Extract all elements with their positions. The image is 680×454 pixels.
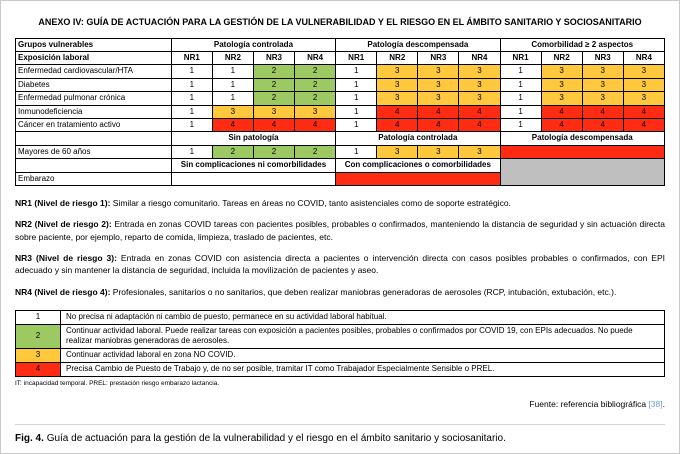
risk-cell: 3 — [418, 78, 459, 91]
risk-cell: 3 — [582, 92, 623, 105]
nr-definition: NR4 (Nivel de riesgo 4): Profesionales, sanitarios o no sanitarios, que deben realizar maniobras generadoras de aerosoles (RCP, intubación, extubación, etc.). — [15, 286, 617, 297]
nr-definition: NR2 (Nivel de riesgo 2): Entrada en zonas COVID tareas con pacientes posibles, probables o confirmados, manteniendo la distancia de seguridad y sin actuación directa sobre paciente, por ejemplo, reparto de comida, limpieza, traslado de pacientes, etc. — [15, 219, 665, 242]
age-subheader: Sin patología — [171, 132, 335, 145]
matrix-row — [16, 105, 665, 118]
risk-cell: 1 — [500, 119, 541, 132]
risk-cell: 4 — [377, 105, 418, 118]
risk-cell: 1 — [212, 92, 253, 105]
figure-caption — [15, 432, 665, 445]
risk-cell: 3 — [418, 92, 459, 105]
risk-cell: 2 — [253, 78, 294, 91]
legend-text: Continuar actividad laboral. Puede realizar tareas con exposición a pacientes posibles, probables o confirmados por COVID 19, con EPIs adecuados. No puede realizar maniobras generadoras de aerosoles. — [61, 324, 665, 349]
risk-cell: 3 — [541, 78, 582, 91]
nr-header: NR2 — [212, 52, 253, 65]
empty-cell — [16, 132, 172, 145]
risk-cell: 4 — [541, 119, 582, 132]
risk-cell: 4 — [582, 105, 623, 118]
risk-cell: 1 — [500, 105, 541, 118]
legend-row — [16, 363, 665, 377]
source-suffix: . — [662, 398, 665, 409]
pregnancy-subheader: Con complicaciones o comorbilidades — [336, 159, 500, 172]
legend-text: Continuar actividad laboral en zona NO COVID. — [61, 349, 665, 363]
risk-cell: 3 — [377, 92, 418, 105]
risk-cell: 1 — [336, 145, 377, 158]
age-subheader: Patología descompensada — [500, 132, 664, 145]
row-label: Cáncer en tratamiento activo — [16, 119, 172, 132]
risk-cell: 4 — [623, 119, 664, 132]
caption-text: Guía de actuación para la gestión de la vulnerabilidad y el riesgo en el ámbito sanitario y sociosanitario. — [46, 433, 506, 444]
risk-cell: 1 — [500, 78, 541, 91]
nr-term: NR2 (Nivel de riesgo 2): — [15, 219, 112, 230]
risk-cell: 1 — [336, 78, 377, 91]
legend-value: 4 — [16, 363, 61, 377]
matrix-row — [16, 78, 665, 91]
risk-cell: 3 — [459, 65, 500, 78]
risk-cell: 2 — [295, 92, 336, 105]
caption-divider — [15, 424, 665, 447]
caption-label: Fig. 4. — [15, 433, 44, 444]
matrix-row — [16, 119, 665, 132]
legend-row — [16, 324, 665, 349]
nr-header: NR4 — [623, 52, 664, 65]
risk-cell: 1 — [171, 92, 212, 105]
nr-header: NR2 — [377, 52, 418, 65]
legend-value: 1 — [16, 310, 61, 324]
risk-cell: 3 — [377, 78, 418, 91]
reference-link[interactable]: [38] — [648, 398, 663, 409]
risk-cell: 3 — [295, 105, 336, 118]
nr-header: NR3 — [418, 52, 459, 65]
risk-cell: 1 — [171, 78, 212, 91]
nr-term: NR1 (Nivel de riesgo 1): — [15, 197, 111, 208]
source-prefix: Fuente: referencia bibliográfica — [529, 398, 649, 409]
risk-cell: 2 — [253, 65, 294, 78]
risk-cell: 2 — [253, 145, 294, 158]
risk-cell: 1 — [171, 65, 212, 78]
nr-header: NR4 — [295, 52, 336, 65]
risk-cell: 3 — [541, 92, 582, 105]
nr-header: NR1 — [171, 52, 212, 65]
risk-cell: 3 — [459, 78, 500, 91]
risk-cell: 1 — [336, 65, 377, 78]
risk-cell: 4 — [459, 105, 500, 118]
source-line — [15, 399, 665, 409]
risk-cell: 3 — [212, 105, 253, 118]
abbreviations-footnote: IT: incapacidad temporal. PREL: prestación riesgo embarazo lactancia. — [15, 379, 220, 387]
risk-cell: 1 — [336, 105, 377, 118]
matrix-corner-top: Grupos vulnerables — [16, 38, 172, 51]
matrix-row — [16, 65, 665, 78]
risk-band — [171, 172, 335, 185]
risk-cell: 1 — [212, 65, 253, 78]
risk-cell: 3 — [418, 65, 459, 78]
matrix-row — [16, 92, 665, 105]
risk-cell: 2 — [295, 65, 336, 78]
row-label: Enfermedad pulmonar crónica — [16, 92, 172, 105]
matrix-group-header: Comorbilidad ≥ 2 aspectos — [500, 38, 664, 51]
risk-cell: 1 — [212, 78, 253, 91]
risk-band — [500, 145, 664, 158]
risk-band — [336, 172, 500, 185]
risk-cell: 3 — [418, 145, 459, 158]
empty-cell — [16, 159, 172, 172]
risk-cell: 4 — [295, 119, 336, 132]
risk-cell: 2 — [253, 92, 294, 105]
risk-cell: 3 — [377, 145, 418, 158]
risk-cell: 3 — [582, 65, 623, 78]
vulnerability-matrix — [15, 38, 665, 186]
risk-legend — [15, 310, 665, 377]
matrix-row — [16, 145, 665, 158]
risk-cell: 4 — [212, 119, 253, 132]
risk-cell: 1 — [336, 119, 377, 132]
risk-cell: 1 — [336, 92, 377, 105]
risk-cell: 2 — [295, 145, 336, 158]
matrix-group-header: Patología descompensada — [336, 38, 500, 51]
nr-header: NR2 — [541, 52, 582, 65]
age-subheader: Patología controlada — [336, 132, 500, 145]
nr-header: NR1 — [500, 52, 541, 65]
legend-text: Precisa Cambio de Puesto de Trabajo y, de no ser posible, tramitar IT como Trabajador Especialmente Sensible o PREL. — [61, 363, 665, 377]
risk-cell: 2 — [295, 78, 336, 91]
risk-cell: 4 — [582, 119, 623, 132]
risk-cell: 1 — [171, 145, 212, 158]
risk-cell: 4 — [623, 105, 664, 118]
risk-cell: 1 — [500, 65, 541, 78]
risk-cell: 3 — [623, 65, 664, 78]
row-label: Diabetes — [16, 78, 172, 91]
nr-definitions — [15, 197, 665, 307]
legend-row — [16, 310, 665, 324]
risk-cell: 4 — [541, 105, 582, 118]
legend-row — [16, 349, 665, 363]
nr-header: NR4 — [459, 52, 500, 65]
risk-cell: 4 — [253, 119, 294, 132]
row-label: Embarazo — [16, 172, 172, 185]
risk-cell: 1 — [171, 119, 212, 132]
risk-cell: 1 — [500, 92, 541, 105]
risk-cell: 3 — [253, 105, 294, 118]
matrix-corner-bottom: Exposición laboral — [16, 52, 172, 65]
nr-definition: NR3 (Nivel de riesgo 3): Entrada en zonas COVID con asistencia directa a pacientes o intervención directa con casos posibles probables o confirmados, con EPI adecuado y sin mantener la distancia de seguridad, incluida la movilización de pacientes y aseo. — [15, 252, 665, 276]
nr-header: NR3 — [582, 52, 623, 65]
risk-cell: 3 — [459, 145, 500, 158]
legend-text: No precisa ni adaptación ni cambio de puesto, permanece en su actividad laboral habitual. — [61, 310, 665, 324]
matrix-group-header: Patología controlada — [171, 38, 335, 51]
risk-cell: 3 — [582, 78, 623, 91]
risk-cell: 4 — [418, 119, 459, 132]
figure-title: ANEXO IV: GUÍA DE ACTUACIÓN PARA LA GESTIÓN DE LA VULNERABILIDAD Y EL RIESGO EN EL ÁMBITO SANITARIO Y SOCIOSANITARIO — [38, 17, 642, 27]
nr-term: NR3 (Nivel de riesgo 3): — [15, 252, 117, 263]
risk-cell: 4 — [459, 119, 500, 132]
pregnancy-subheader: Sin complicaciones ni comorbilidades — [171, 159, 335, 172]
risk-cell: 3 — [541, 65, 582, 78]
legend-value: 3 — [16, 349, 61, 363]
risk-cell: 4 — [418, 105, 459, 118]
nr-definition: NR1 (Nivel de riesgo 1): Similar a riesgo comunitario. Tareas en áreas no COVID, tanto asistenciales como de soporte estratégico. — [15, 197, 511, 208]
risk-cell: 3 — [623, 92, 664, 105]
risk-cell: 3 — [623, 78, 664, 91]
na-cell — [500, 159, 664, 186]
risk-cell: 1 — [171, 105, 212, 118]
nr-term: NR4 (Nivel de riesgo 4): — [15, 286, 111, 297]
row-label: Enfermedad cardiovascular/HTA — [16, 65, 172, 78]
row-label: Inmunodeficiencia — [16, 105, 172, 118]
risk-cell: 3 — [459, 92, 500, 105]
nr-header: NR1 — [336, 52, 377, 65]
risk-cell: 4 — [377, 119, 418, 132]
risk-cell: 3 — [377, 65, 418, 78]
nr-header: NR3 — [253, 52, 294, 65]
row-label: Mayores de 60 años — [16, 145, 172, 158]
legend-value: 2 — [16, 324, 61, 349]
risk-cell: 2 — [212, 145, 253, 158]
